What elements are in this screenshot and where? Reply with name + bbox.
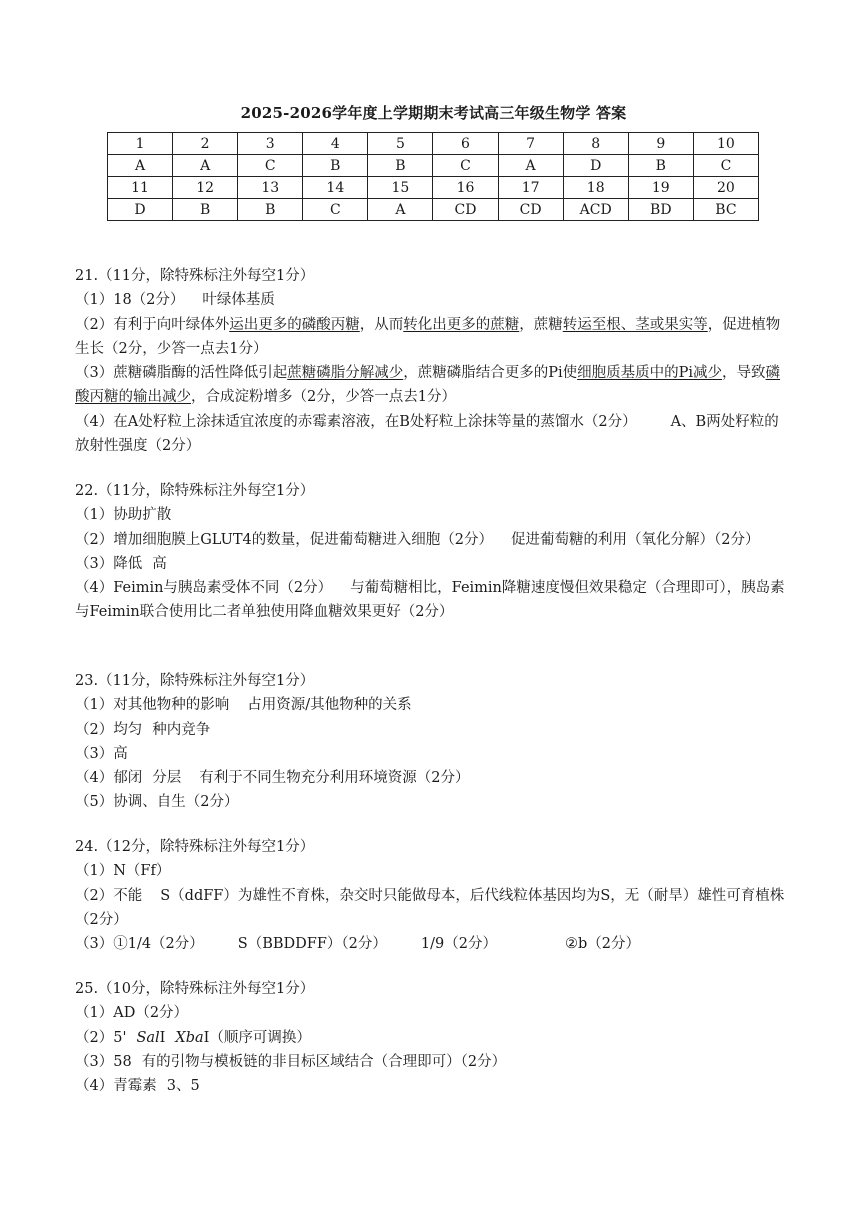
q21-header: 21.（11分，除特殊标注外每空1分） [75,268,315,284]
q22-part-3-a: （3）降低 [75,555,143,572]
q21-part-1-b: 叶绿体基质 [202,292,275,309]
table-row-question-numbers [108,177,759,199]
q21-part-3-b: ，蔗糖磷脂结合更多的Pi使 [403,365,578,382]
question-number-cell: 1 [108,133,173,155]
q23-part-4-c: 有利于不同生物充分利用环境资源（2分） [199,770,470,787]
answer-cell: A [173,155,238,177]
q25-part-4-b: 3、5 [166,1078,200,1095]
q24-part-1: （1）N（Ff） [75,863,171,880]
q21-part-2 [75,313,790,362]
q24-part-3-d: ②b（2分） [564,936,640,953]
q22-part-4-b: 与葡萄糖相比，Feimin降糖速度慢但效果稳定（合理即可），胰岛素与Feimin联合使用比二者单独使用降血糖效果更好（2分） [75,580,785,621]
question-number-cell: 14 [303,177,368,199]
q22-part-1: （1）协助扩散 [75,507,172,524]
question-number-cell: 20 [693,177,758,199]
q22-part-2 [75,528,790,552]
q25-part-2-a: （2）5' [75,1029,127,1046]
q21-part-2-a: （2）有利于向叶绿体外 [75,316,230,333]
answer-cell: B [173,199,238,221]
q25-enzyme-xba-numeral: Ⅰ（顺序可调换） [203,1029,311,1046]
q24-part-3-b: S（BBDDFF）（2分） [237,936,387,953]
question-number-cell: 7 [498,133,563,155]
q24-part-2 [75,884,790,933]
question-number-cell: 12 [173,177,238,199]
answer-cell: B [628,155,693,177]
q22-header: 22.（11分，除特殊标注外每空1分） [75,483,315,499]
question-number-cell: 17 [498,177,563,199]
q25-part-4-a: （4）青霉素 [75,1078,157,1095]
q23-part-4 [75,766,790,790]
table-row-question-numbers [108,133,759,155]
q21-part-4-b: A、B两处籽粒的放射性强度（2分） [75,413,779,455]
q23-part-1 [75,693,790,717]
answer-cell: C [433,155,498,177]
q21-part-4-a: （4）在A处籽粒上涂抹适宜浓度的赤霉素溶液，在B处籽粒上涂抹等量的蒸馏水（2分） [75,413,637,430]
q25-enzyme-sal: Sal [136,1029,160,1046]
q25-part-4 [75,1074,790,1098]
question-22 [75,479,790,625]
q21-part-3-a: （3）蔗糖磷脂酶的活性降低引起 [75,365,288,382]
answer-cell: ACD [563,199,628,221]
question-21 [75,264,790,458]
answer-cell: A [498,155,563,177]
q23-part-3: （3）高 [75,745,128,762]
q21-part-3-underline-3: 磷酸丙糖的输出减少 [75,365,781,406]
table-row-answers [108,199,759,221]
answer-cell: B [303,155,368,177]
question-number-cell: 13 [238,177,303,199]
q25-part-2 [75,1026,790,1050]
q25-enzyme-sal-numeral: Ⅰ [159,1029,166,1046]
q21-part-2-underline-1: 运出更多的磷酸丙糖 [229,316,360,333]
question-number-cell: 19 [628,177,693,199]
q21-part-4 [75,410,790,459]
question-number-cell: 11 [108,177,173,199]
question-23 [75,669,790,815]
answer-cell: A [368,199,433,221]
answer-cell: BD [628,199,693,221]
q24-header: 24.（12分，除特殊标注外每空1分） [75,839,315,855]
q22-part-3-b: 高 [152,555,167,572]
answer-cell: C [693,155,758,177]
q25-part-3-a: （3）58 [75,1053,132,1070]
q21-part-2-underline-3: 转运至根、茎或果实等 [562,316,708,333]
q22-part-2-b: 促进葡萄糖的利用（氧化分解）（2分） [510,531,760,548]
q21-part-1-a: （1）18（2分） [75,292,185,309]
question-number-cell: 9 [628,133,693,155]
answer-cell: C [238,155,303,177]
page-title: 2025-2026学年度上学期期末考试高三年级生物学 答案 [240,104,627,122]
question-24 [75,835,790,956]
question-number-cell: 8 [563,133,628,155]
answer-cell: C [303,199,368,221]
question-number-cell: 16 [433,177,498,199]
table-row-answers [108,155,759,177]
q24-part-2-b: S（ddFF）为雄性不育株，杂交时只能做母本，后代线粒体基因均为S，无（耐旱）雄性可育植株（2分） [75,887,785,928]
q21-part-2-b: ，从而 [359,316,404,333]
q23-part-2-a: （2）均匀 [75,721,143,738]
answer-cell: D [563,155,628,177]
q22-part-4-a: （4）Feimin与胰岛素受体不同（2分） [75,580,333,597]
question-number-cell: 3 [238,133,303,155]
question-25 [75,977,790,1098]
q22-part-2-a: （2）增加细胞膜上GLUT4的数量，促进葡萄糖进入细胞（2分） [75,531,493,548]
q21-part-2-underline-2: 转化出更多的蔗糖 [403,316,520,333]
question-number-cell: 2 [173,133,238,155]
q21-part-1 [75,288,790,312]
q22-part-4 [75,576,790,625]
q21-part-2-c: ，蔗糖 [519,316,563,333]
q23-part-4-b: 分层 [152,770,182,787]
q21-part-3-underline-1: 蔗糖磷脂分解减少 [287,365,404,382]
q23-part-1-b: 占用资源/其他物种的关系 [247,697,412,714]
answer-cell: BC [693,199,758,221]
q21-part-3-underline-2: 细胞质基质中的Pi减少 [577,365,723,382]
q24-part-3 [75,932,790,956]
answer-cell: D [108,199,173,221]
question-number-cell: 5 [368,133,433,155]
question-number-cell: 18 [563,177,628,199]
q23-header: 23.（11分，除特殊标注外每空1分） [75,673,315,689]
q23-part-4-a: （4）郁闭 [75,770,143,787]
q21-part-3-c: ，导致 [722,365,766,382]
answer-cell: B [368,155,433,177]
q24-part-2-a: （2）不能 [75,887,143,904]
q22-part-3 [75,552,790,576]
answer-cell: B [238,199,303,221]
q23-part-5: （5）协调、自生（2分） [75,794,239,811]
question-number-cell: 4 [303,133,368,155]
q21-part-3 [75,361,790,410]
q21-part-3-d: ，合成淀粉增多（2分，少答一点去1分） [191,389,456,406]
answer-cell: CD [498,199,563,221]
q25-part-1: （1）AD（2分） [75,1005,189,1022]
q24-part-3-c: 1/9（2分） [420,936,497,953]
q25-part-3-b: 有的引物与模板链的非目标区域结合（合理即可）（2分） [141,1053,507,1070]
q23-part-1-a: （1）对其他物种的影响 [75,697,230,714]
question-number-cell: 6 [433,133,498,155]
q23-part-2 [75,718,790,742]
q21-part-2-d: ，促进植物生长（2分，少答一点去1分） [75,316,781,357]
question-number-cell: 10 [693,133,758,155]
q23-part-2-b: 种内竞争 [152,721,211,738]
q25-part-3 [75,1050,790,1074]
q24-part-3-a: （3）①1/4（2分） [75,936,204,953]
answer-cell: CD [433,199,498,221]
q25-enzyme-xba: Xba [175,1029,204,1046]
question-number-cell: 15 [368,177,433,199]
answer-cell: A [108,155,173,177]
q25-header: 25.（10分，除特殊标注外每空1分） [75,981,315,997]
answer-table [107,132,759,221]
